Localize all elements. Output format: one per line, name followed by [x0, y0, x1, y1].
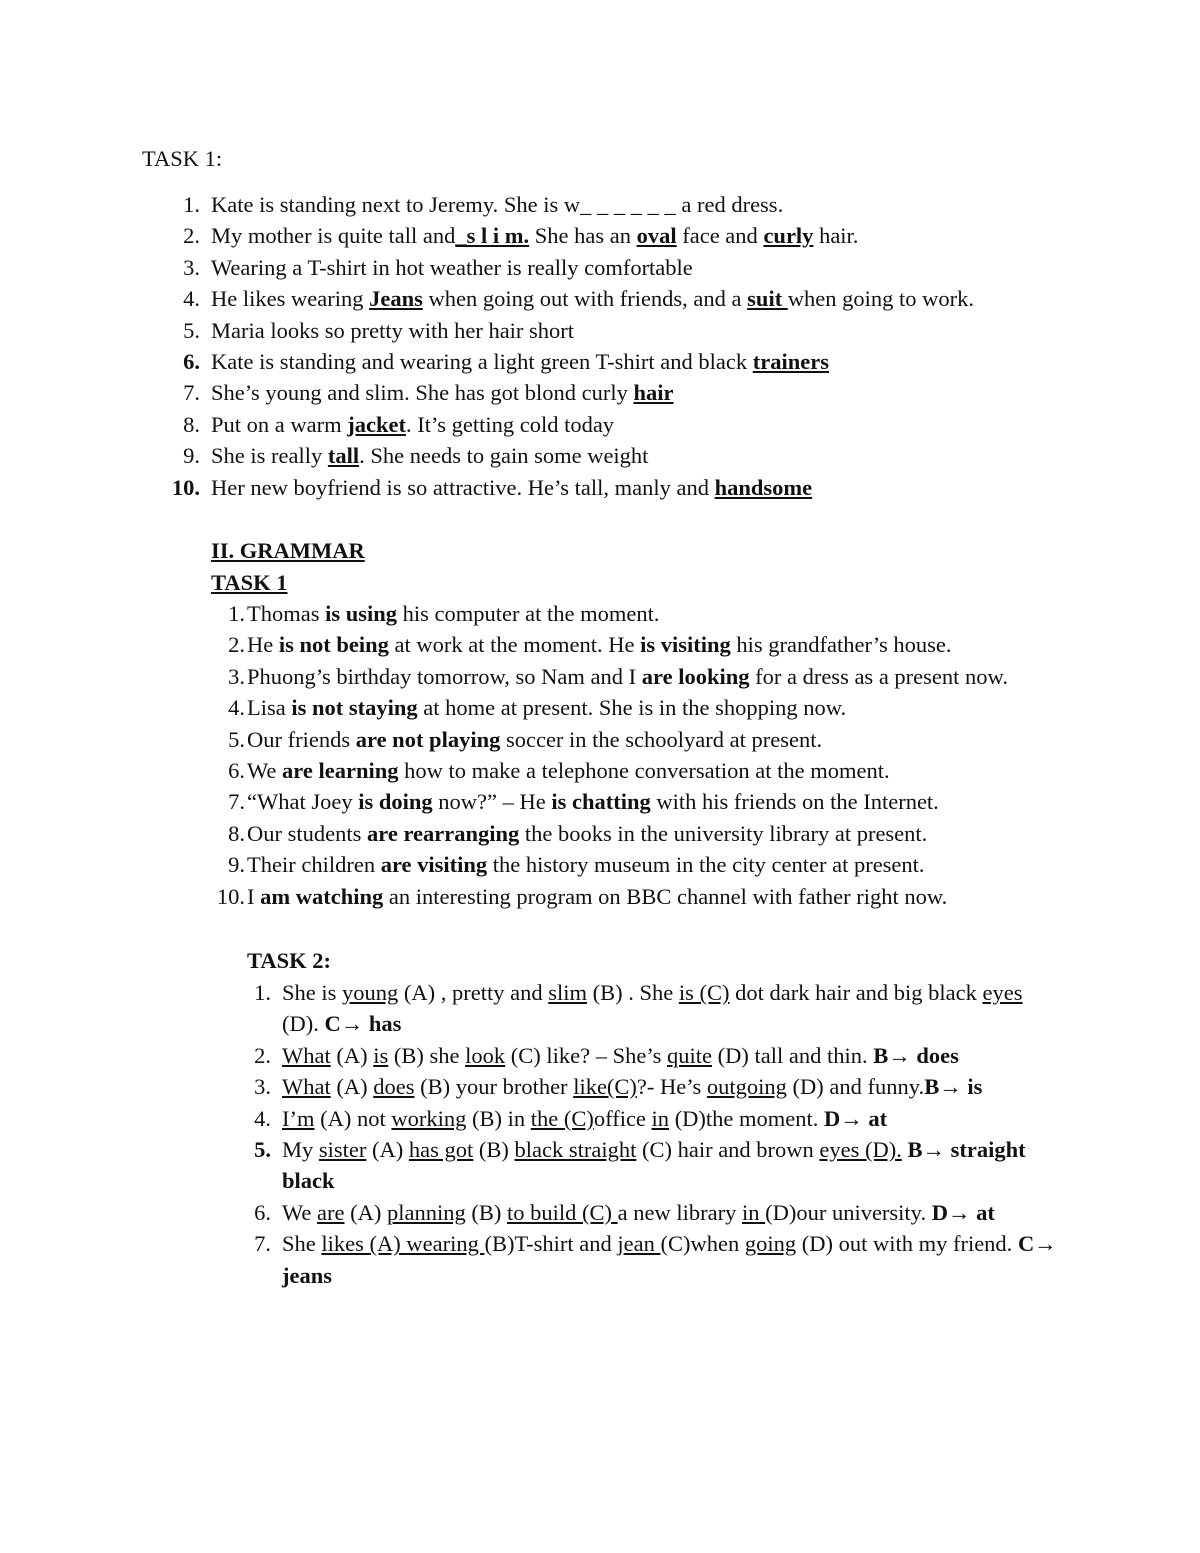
text-run: Wearing a T-shirt in hot weather is really comfortable	[211, 254, 693, 280]
text-run: He	[247, 632, 279, 658]
text-run: (B) in	[466, 1105, 531, 1131]
item-text	[247, 692, 1067, 723]
text-run: She is	[282, 980, 343, 1005]
item-number: 5.	[183, 317, 200, 343]
text-run: when going out with friends, and a	[422, 286, 748, 312]
text-run: (B)	[465, 1199, 507, 1225]
underlined-text: planning	[387, 1199, 466, 1225]
text-run: (A)	[330, 1074, 374, 1100]
item-text	[211, 252, 1031, 283]
item-text	[211, 346, 1031, 377]
list-item	[183, 440, 1031, 471]
text-run: Put on a warm	[211, 411, 348, 437]
list-item	[183, 220, 1031, 251]
item-text	[247, 661, 1067, 692]
underlined-text: wearing	[406, 1231, 485, 1257]
text-run: Our students	[247, 820, 367, 846]
underlined-text: is (C)	[678, 980, 730, 1005]
list-item	[228, 818, 1067, 849]
emphasized-text: is chatting	[551, 789, 651, 815]
text-run: (C) like? – She’s	[505, 1042, 667, 1068]
list-item	[183, 252, 1031, 283]
item-number: 7.	[254, 1231, 271, 1257]
item-number: 9.	[183, 443, 200, 469]
text-run: (B)T-shirt and	[484, 1231, 618, 1257]
text-run: She has an	[529, 223, 637, 249]
item-number: 5.	[254, 1137, 271, 1163]
vocab-list	[171, 189, 1031, 503]
item-text	[282, 977, 1062, 1040]
item-number: 10.	[171, 474, 200, 500]
text-run: Thomas	[247, 601, 326, 626]
underlined-text: I’m	[282, 1105, 315, 1131]
text-run: a new library	[617, 1199, 742, 1225]
emphasized-text: B→ is	[924, 1074, 983, 1100]
text-run: (B) she	[388, 1042, 466, 1068]
text-run: face and	[676, 223, 764, 249]
text-run: (B) your brother	[414, 1074, 574, 1100]
item-number: 4.	[183, 286, 200, 312]
item-number: 6.	[254, 1199, 271, 1225]
list-item	[183, 346, 1031, 377]
text-run: (D) out with my friend.	[796, 1231, 1018, 1257]
underlined-text: are	[317, 1199, 345, 1225]
text-run: now?” – He	[432, 789, 552, 815]
underlined-text: has got	[408, 1137, 474, 1163]
item-text	[282, 1197, 1062, 1228]
item-text	[247, 724, 1067, 755]
item-text	[211, 472, 1031, 503]
item-number: 3.	[254, 1074, 271, 1100]
text-run: She’s young and slim. She has got blond curly	[211, 380, 634, 406]
list-item	[171, 472, 1031, 503]
text-run: . It’s getting cold today	[405, 411, 615, 437]
text-run: the books in the university library at present.	[519, 820, 928, 846]
underlined-text: outgoing	[706, 1074, 787, 1100]
emphasized-text: curly	[763, 223, 814, 249]
list-item	[183, 377, 1031, 408]
underlined-text: slim	[548, 980, 587, 1005]
emphasized-text: _s l i m.	[455, 223, 530, 249]
underlined-text: look	[465, 1042, 506, 1068]
grammar-task2-heading: TASK 2:	[247, 948, 331, 973]
item-text	[211, 220, 1031, 251]
text-run: his grandfather’s house.	[730, 632, 952, 658]
text-run: at work at the moment. He	[388, 632, 641, 658]
item-text	[211, 409, 1031, 440]
list-item	[183, 283, 1031, 314]
underlined-text: like(C)	[573, 1074, 637, 1100]
item-number: 1.	[228, 601, 245, 626]
item-number: 9.	[228, 852, 245, 878]
underlined-text: black straight	[514, 1137, 637, 1163]
emphasized-text: suit	[747, 286, 788, 312]
list-item	[228, 629, 1067, 660]
grammar-section-title: II. GRAMMAR	[211, 538, 365, 563]
item-text	[211, 377, 1031, 408]
emphasized-text: is doing	[358, 789, 433, 815]
emphasized-text: C→ jeans	[282, 1231, 1057, 1288]
list-item	[254, 977, 1062, 1040]
text-run: She is really	[211, 443, 328, 469]
emphasized-text: B→ straight black	[282, 1137, 1026, 1194]
item-number: 2.	[183, 223, 200, 249]
text-run: (D) tall and thin.	[711, 1042, 874, 1068]
item-text	[247, 881, 1067, 912]
emphasized-text: are looking	[641, 663, 750, 689]
emphasized-text: B→ does	[873, 1042, 959, 1068]
emphasized-text: D→ at	[824, 1105, 888, 1131]
list-item	[183, 315, 1031, 346]
emphasized-text: trainers	[752, 349, 829, 375]
text-run: (C)when	[660, 1231, 745, 1257]
text-run: (D) and funny.	[786, 1074, 925, 1100]
text-run: Lisa	[247, 695, 292, 721]
text-run: (D)the moment.	[669, 1105, 825, 1131]
grammar-task1-list	[216, 598, 1067, 912]
emphasized-text: are visiting	[380, 852, 488, 878]
text-run: office	[593, 1105, 652, 1131]
emphasized-text: hair	[633, 380, 674, 406]
underlined-text: sister	[318, 1137, 367, 1163]
underlined-text: jean	[617, 1231, 661, 1257]
text-run: We	[282, 1199, 318, 1225]
underlined-text: does	[373, 1074, 415, 1100]
item-text	[247, 598, 1067, 629]
text-run: “What Joey	[247, 789, 359, 815]
list-item	[228, 786, 1067, 817]
underlined-text: to build (C)	[507, 1199, 618, 1225]
item-number: 6.	[228, 758, 245, 784]
grammar-task2-list	[254, 977, 1062, 1291]
list-item	[254, 1040, 1062, 1071]
text-run: (A) not	[314, 1105, 392, 1131]
underlined-text: going	[744, 1231, 797, 1257]
item-number: 1.	[183, 192, 200, 217]
item-number: 4.	[254, 1105, 271, 1131]
list-item	[183, 409, 1031, 440]
item-text	[282, 1134, 1062, 1197]
text-run: (A)	[344, 1199, 387, 1225]
item-text	[282, 1228, 1062, 1291]
list-item	[254, 1071, 1062, 1102]
item-text	[247, 849, 1067, 880]
underlined-text: in	[741, 1199, 766, 1225]
text-run: Her new boyfriend is so attractive. He’s tall, manly and	[211, 474, 715, 500]
item-text	[282, 1071, 1062, 1102]
item-number: 2.	[254, 1042, 271, 1068]
text-run: when going to work.	[787, 286, 975, 312]
item-text	[247, 629, 1067, 660]
emphasized-text: handsome	[714, 474, 813, 500]
text-run: ?- He’s	[636, 1074, 707, 1100]
text-run: how to make a telephone conversation at the moment.	[398, 758, 890, 784]
list-item	[228, 724, 1067, 755]
emphasized-text: tall	[327, 443, 360, 469]
text-run: He likes wearing	[211, 286, 370, 312]
underlined-text: What	[282, 1042, 331, 1068]
text-run: Our friends	[247, 726, 356, 752]
underlined-text: likes (A)	[321, 1231, 407, 1257]
list-item	[254, 1197, 1062, 1228]
list-item	[228, 755, 1067, 786]
item-text	[247, 818, 1067, 849]
list-item	[228, 598, 1067, 629]
text-run: hair.	[813, 223, 859, 249]
underlined-text: eyes (D).	[819, 1137, 902, 1163]
underlined-text: is	[373, 1042, 389, 1068]
item-text	[247, 786, 1067, 817]
emphasized-text: Jeans	[369, 286, 423, 312]
text-run: (D).	[282, 1011, 325, 1037]
item-text	[211, 283, 1031, 314]
underlined-text: What	[282, 1074, 331, 1100]
underlined-text: the (C)	[530, 1105, 594, 1131]
emphasized-text: are rearranging	[367, 820, 520, 846]
item-number: 7.	[183, 380, 200, 406]
emphasized-text: oval	[636, 223, 677, 249]
item-text	[211, 440, 1031, 471]
list-item	[254, 1103, 1062, 1134]
text-run: Kate is standing next to Jeremy. She is w_ _ _ _ _ _ a red dress.	[211, 192, 784, 217]
item-number: 10.	[216, 883, 245, 909]
text-run: She	[282, 1231, 322, 1257]
item-number: 4.	[228, 695, 245, 721]
emphasized-text: is using	[325, 601, 398, 626]
text-run: We	[247, 758, 283, 784]
list-item	[183, 189, 1031, 220]
emphasized-text: C→ has	[324, 1011, 402, 1037]
text-run: (B)	[473, 1137, 515, 1163]
item-text	[247, 755, 1067, 786]
text-run: . She needs to gain some weight	[359, 443, 649, 469]
text-run: at home at present. She is in the shopping now.	[417, 695, 847, 721]
item-number: 1.	[254, 980, 271, 1005]
underlined-text: in	[651, 1105, 670, 1131]
text-run: (B) . She	[586, 980, 679, 1005]
text-run: Kate is standing and wearing a light green T-shirt and black	[211, 349, 753, 375]
text-run: his computer at the moment.	[397, 601, 660, 626]
item-number: 3.	[228, 663, 245, 689]
text-run: My	[282, 1137, 319, 1163]
item-text	[282, 1103, 1062, 1134]
emphasized-text: are learning	[282, 758, 399, 784]
text-run: dot dark hair and big black	[729, 980, 983, 1005]
emphasized-text: am watching	[260, 883, 384, 909]
list-item	[228, 692, 1067, 723]
item-number: 7.	[228, 789, 245, 815]
text-run: with his friends on the Internet.	[650, 789, 939, 815]
text-run: (A)	[366, 1137, 409, 1163]
item-number: 3.	[183, 254, 200, 280]
text-run: Maria looks so pretty with her hair short	[211, 317, 575, 343]
list-item	[216, 881, 1067, 912]
list-item	[254, 1228, 1062, 1291]
item-number: 8.	[228, 820, 245, 846]
text-run: for a dress as a present now.	[749, 663, 1008, 689]
text-run: I	[247, 883, 261, 909]
emphasized-text: is not staying	[291, 695, 418, 721]
list-item	[228, 661, 1067, 692]
item-number: 2.	[228, 632, 245, 658]
underlined-text: young	[342, 980, 399, 1005]
item-number: 5.	[228, 726, 245, 752]
item-number: 8.	[183, 411, 200, 437]
emphasized-text: are not playing	[355, 726, 501, 752]
emphasized-text: D→ at	[931, 1199, 995, 1225]
text-run: Their children	[247, 852, 381, 878]
item-text	[211, 189, 1031, 220]
emphasized-text: jacket	[347, 411, 406, 437]
emphasized-text: is not being	[278, 632, 389, 658]
text-run: (A)	[330, 1042, 374, 1068]
text-run: (D)our university.	[765, 1199, 932, 1225]
text-run: (C) hair and brown	[636, 1137, 820, 1163]
text-run: soccer in the schoolyard at present.	[500, 726, 823, 752]
vocab-task-heading: TASK 1:	[142, 146, 223, 171]
underlined-text: working	[391, 1105, 467, 1131]
text-run: My mother is quite tall and	[211, 223, 456, 249]
item-text	[211, 315, 1031, 346]
text-run: an interesting program on BBC channel with father right now.	[383, 883, 948, 909]
text-run: Phuong’s birthday tomorrow, so Nam and I	[247, 663, 642, 689]
item-text	[282, 1040, 1062, 1071]
emphasized-text: is visiting	[640, 632, 731, 658]
list-item	[254, 1134, 1062, 1197]
underlined-text: quite	[666, 1042, 712, 1068]
text-run: the history museum in the city center at present.	[487, 852, 925, 878]
underlined-text: eyes	[982, 980, 1023, 1005]
grammar-task1-heading: TASK 1	[211, 570, 288, 595]
item-number: 6.	[183, 349, 200, 375]
list-item	[228, 849, 1067, 880]
text-run: (A) , pretty and	[398, 980, 549, 1005]
